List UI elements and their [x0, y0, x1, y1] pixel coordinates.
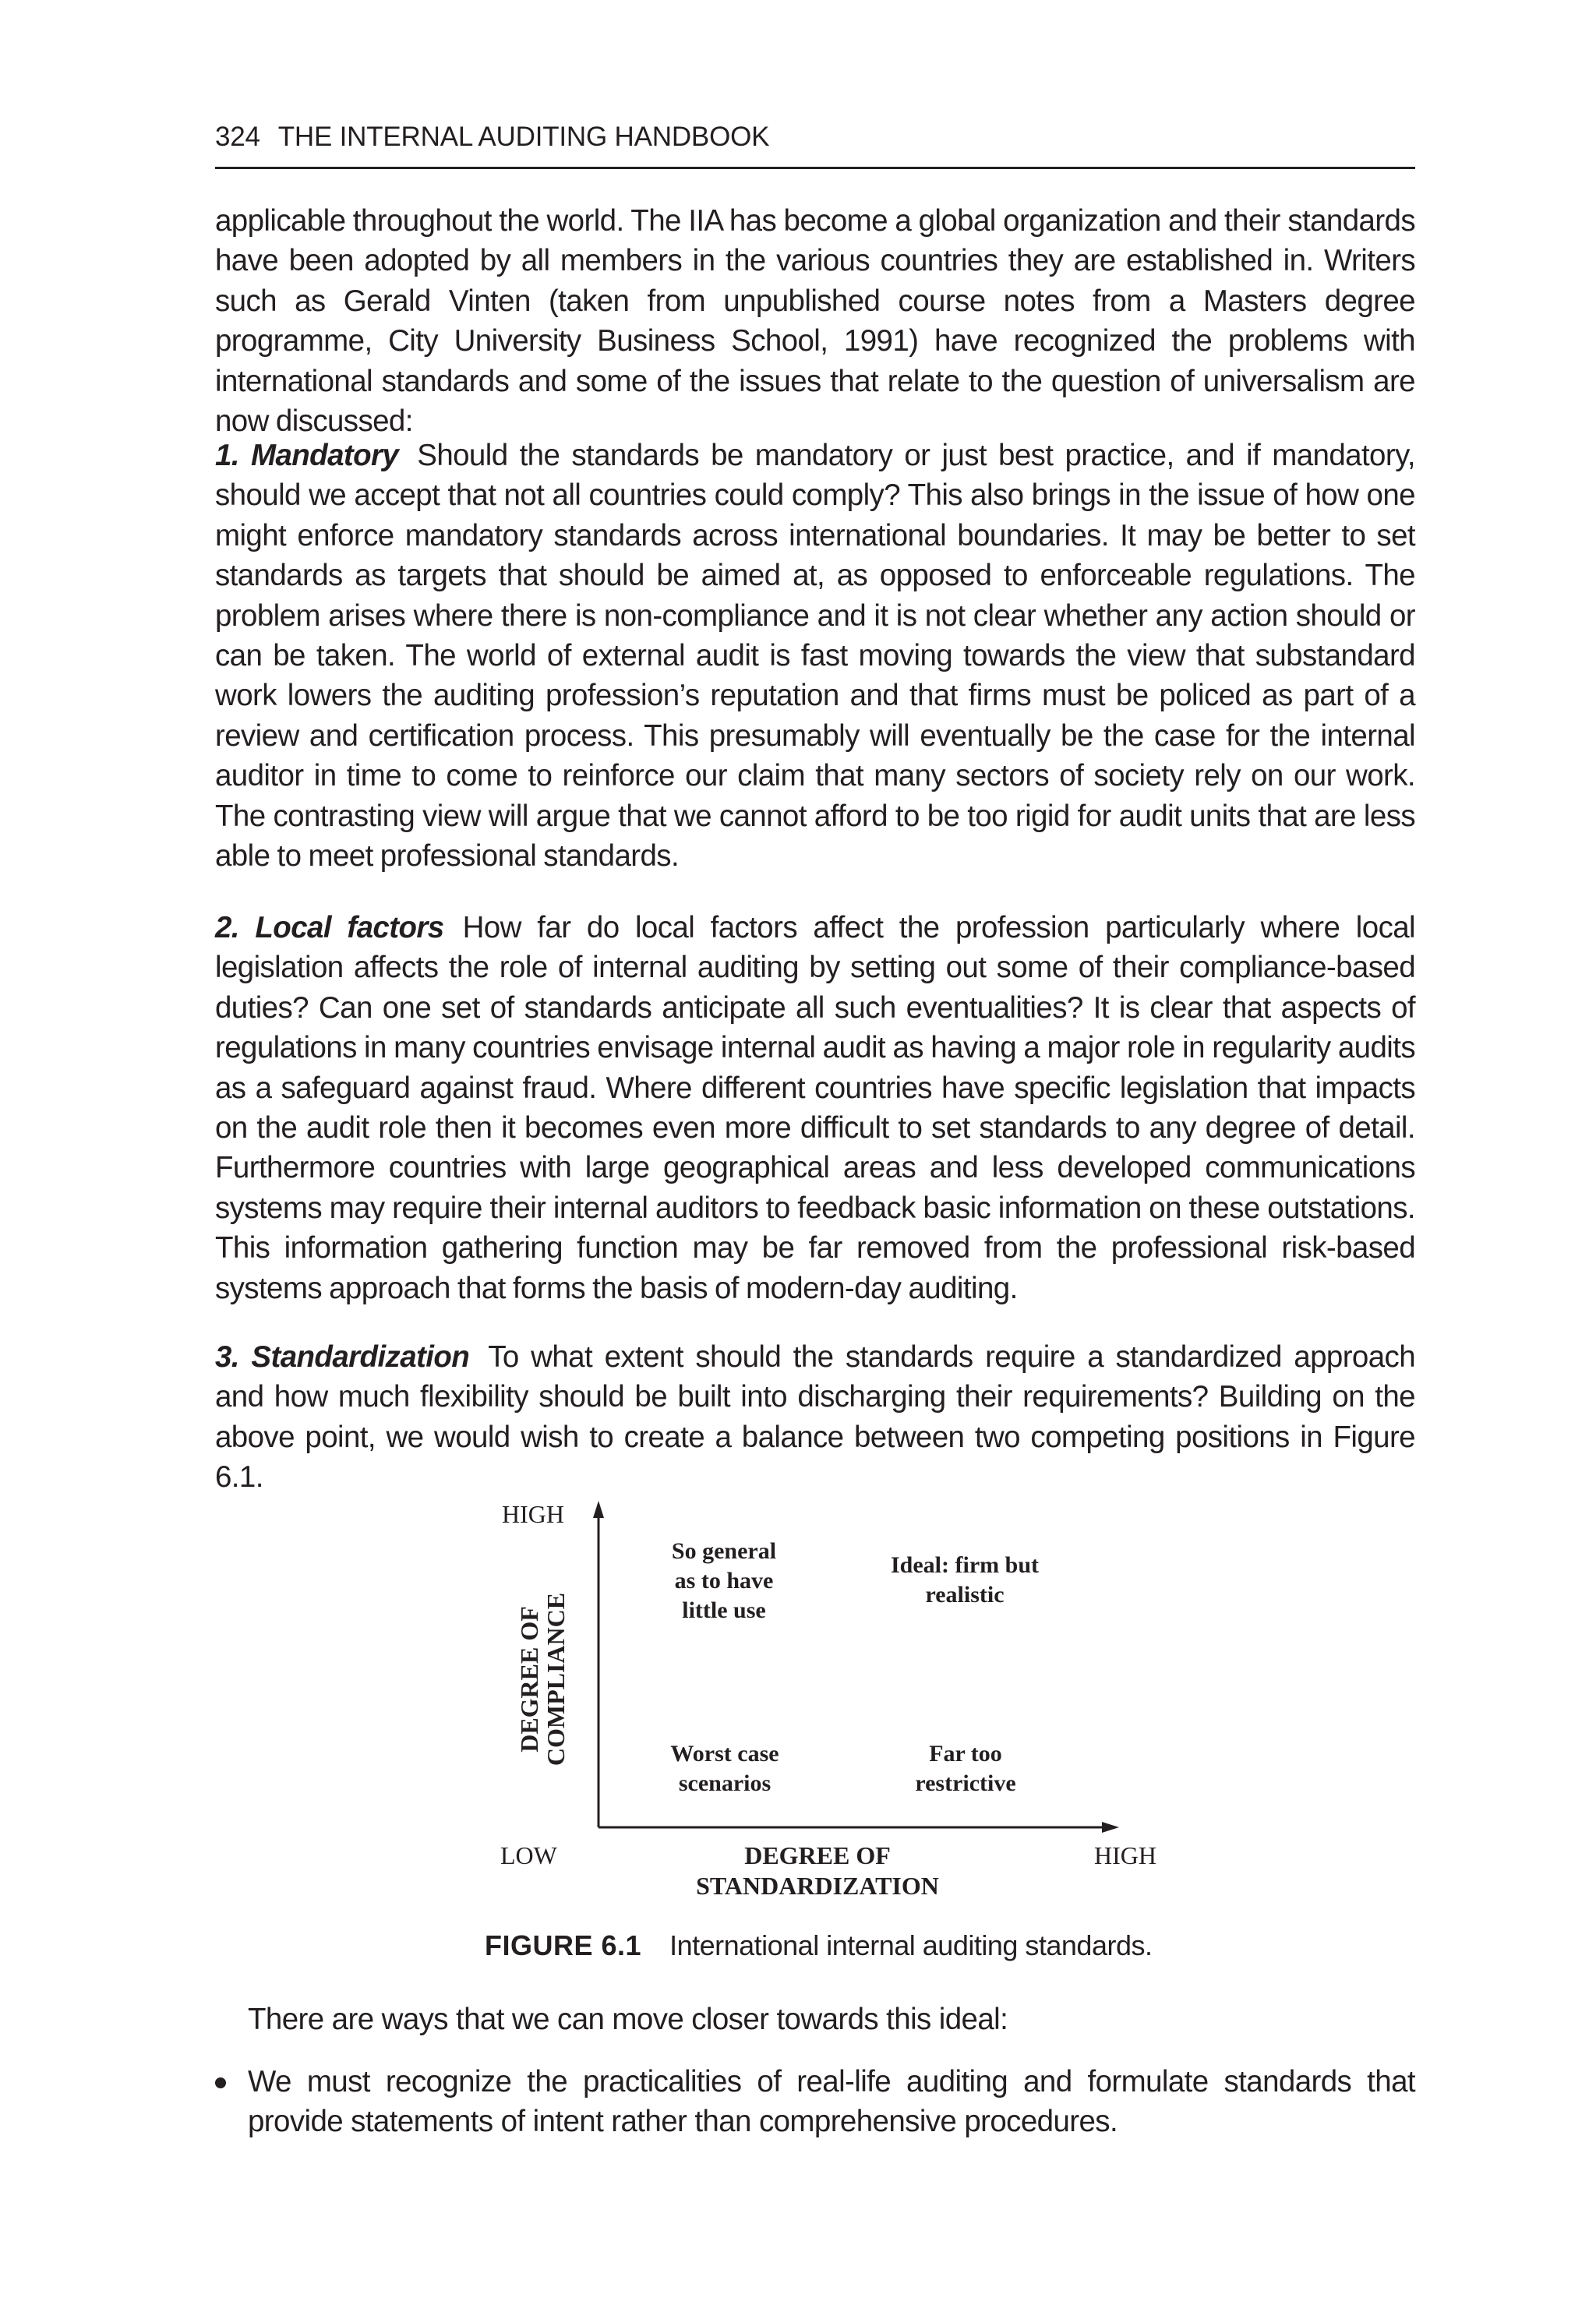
x-axis-label-line2: STANDARDIZATION [696, 1872, 939, 1900]
y-axis-label-line1: DEGREE OF [515, 1606, 543, 1752]
list-item [215, 2062, 1415, 2142]
y-axis-arrowhead [593, 1501, 604, 1518]
quadrant-top-right-line: realistic [925, 1582, 1005, 1608]
y-axis-label-line2: COMPLIANCE [542, 1592, 570, 1767]
book-title: THE INTERNAL AUDITING HANDBOOK [277, 122, 770, 152]
quadrant-top-right-line: Ideal: firm but [891, 1552, 1039, 1578]
bullet-icon [215, 2077, 226, 2088]
list-item-text: We must recognize the practicalities of real-life auditing and formulate standards that provide statements of intent rather than comprehensive procedures. [248, 2065, 1415, 2139]
figure-caption [485, 1929, 1153, 1962]
figure-caption-label: FIGURE 6.1 [485, 1929, 642, 1961]
standardization-heading: 3. Standardization [215, 1340, 470, 1374]
x-axis-arrowhead [1102, 1822, 1119, 1833]
standardization-paragraph [215, 1337, 1415, 1498]
quadrant-top-right [891, 1552, 1039, 1608]
standardization-text: To what extent should the standards require a standardized approach and how much flexibility should be built into discharging their requirements? Building on the above point, we would wish to create a balance between two competing positions in Figure 6.1. [215, 1340, 1416, 1495]
quadrant-bottom-right [915, 1741, 1015, 1796]
running-head [215, 122, 1415, 153]
x-axis-label-line1: DEGREE OF [744, 1841, 891, 1869]
quadrant-top-left [672, 1538, 776, 1623]
mandatory-paragraph [215, 436, 1415, 876]
figure-6-1 [215, 1488, 1415, 1925]
intro-text: applicable throughout the world. The IIA has become a global organization and their standards have been adopted by all members in the various countries they are established in. Writers such as Gerald Vinten (taken from unpublished course notes from a Masters degree programme, City University Business School, 1991) have recognized the problems with international standards and some of the issues that relate to the question of universalism are now discussed: [215, 204, 1415, 439]
quadrant-bottom-left-line: scenarios [678, 1770, 772, 1796]
page-number: 324 [215, 122, 260, 152]
intro-paragraph [215, 201, 1415, 441]
quadrant-bottom-left [670, 1741, 779, 1796]
local-factors-text: How far do local factors affect the profession particularly where local legislation affects the role of internal auditing by setting out some of their compliance-based duties? Can one set of standards anticipate all such eventualities? It is clear that aspects of regulations in many countries envisage internal audit as having a major role in regularity audits as a safeguard against fraud. Where different countries have specific legislation that impacts on the audit role then it becomes even more difficult to set standards to any degree of detail. Furthermore countries with large geographical areas and less developed communications systems may require their internal auditors to feedback basic information on these outstations. This information gathering function may be far removed from the professional risk-based systems approach that forms the basis of modern-day auditing. [215, 911, 1415, 1305]
quadrant-bottom-left-line: Worst case [670, 1741, 779, 1767]
x-high-label: HIGH [1094, 1841, 1156, 1869]
local-factors-heading: 2. Local factors [215, 911, 444, 944]
figure-caption-text: International internal auditing standards. [669, 1929, 1153, 1961]
bullet-list [215, 2062, 1415, 2142]
y-high-label: HIGH [502, 1500, 564, 1528]
mandatory-text: Should the standards be mandatory or just best practice, and if mandatory, should we accept that not all countries could comply? This also brings in the issue of how one might enforce mandatory standards across international boundaries. It may be better to set standards as targets that should be aimed at, as opposed to enforceable regulations. The problem arises where there is non-compliance and it is not clear whether any action should or can be taken. The world of external audit is fast moving towards the view that substandard work lowers the auditing profession’s reputation and that firms must be policed as part of a review and certification process. This presumably will eventually be the case for the internal auditor in time to come to reinforce our claim that many sectors of society rely on our work. The contrasting view will argue that we cannot afford to be too rigid for audit units that are less able to meet professional standards. [215, 439, 1415, 874]
header-rule [215, 167, 1415, 169]
quadrant-bottom-right-line: restrictive [915, 1770, 1016, 1796]
quadrant-top-left-line: So general [671, 1538, 777, 1564]
quadrant-bottom-right-line: Far too [929, 1741, 1002, 1767]
figure-diagram [215, 1488, 1415, 1925]
quadrant-top-left-line: as to have [674, 1568, 774, 1594]
x-low-label: LOW [500, 1841, 557, 1869]
local-factors-paragraph [215, 908, 1415, 1308]
closing-intro: There are ways that we can move closer towards this ideal: [248, 2003, 1008, 2036]
quadrant-top-left-line: little use [682, 1597, 766, 1623]
mandatory-heading: 1. Mandatory [215, 439, 399, 472]
